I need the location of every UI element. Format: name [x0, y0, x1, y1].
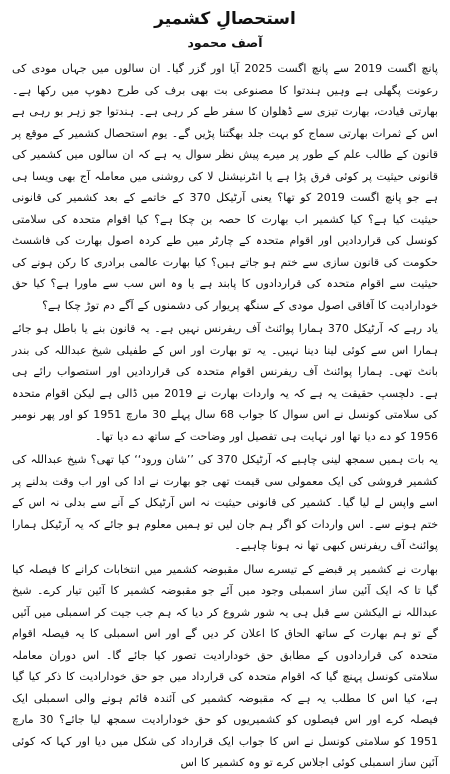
paragraph: یاد رہے کہ آرٹیکل 370 ہمارا پوائنٹ آف ریفرنس نہیں ہے۔ یہ قانون بنے یا باطل ہو جائے ہمارا اس سے کوئی لینا دینا نہیں۔ یہ تو بھارت اور اس کے طفیلی شیخ عبداللہ کی بندر بانٹ تھی۔ ہمارا پوائنٹ آف ریفرنس اقوام متحدہ کی قراردادیں اور استصواب رائے ہی ہے۔ دلچسپ حقیقت یہ ہے کہ یہ واردات بھارت نے 2019 میں ڈالی ہے لیکن اقوام متحدہ کی سلامتی کونسل نے اس سوال کا جواب 68 سال پہلے 30 مارچ 1951 کو اور پھر نومبر 1956 کو دے دیا تھا اور نہایت ہی تفصیل اور وضاحت کے ساتھ دے دیا تھا۔: [12, 322, 438, 443]
article-title: استحصالِ کشمیر: [154, 9, 296, 29]
paragraph: پانچ اگست 2019 سے پانچ اگست 2025 آیا اور گزر گیا۔ ان سالوں میں جہاں مودی کی رعونت پگھلی ہے وہیں ہندتوا کا مصنوعی بت بھی برف کی طرح دھوپ میں رکھا ہے۔ بھارتی قیادت، بھارت تیزی سے ڈھلوان کا سفر طے کر رہی ہے۔ ہندتوا جو زہر بو رہی ہے اس کے ثمرات بھارتی سماج کو بہت جلد بھگتنا پڑیں گے۔ یوم استحصال کشمیر کے موقع پر قانون کے طالب علم کے طور پر میرے پیش نظر سوال یہ ہے کہ ان سالوں میں کشمیر کی قانونی حیثیت پر کوئی فرق پڑا ہے یا انٹرنیشنل لا کی روشنی میں معاملہ آج بھی ویسا ہی ہے جو پانچ اگست 2019 کو تھا؟ یعنی آرٹیکل 370 کے خاتمے کے بعد کشمیر کی قانونی حیثیت کیا ہے؟ کیا کشمیر اب بھارت کا حصہ بن چکا ہے؟ کیا اقوام متحدہ کی سلامتی کونسل کی قراردادیں اور اقوام متحدہ کے چارٹر میں طے کردہ اصول بھارت کی فاشسٹ حکومت کی قانون سازی سے ختم ہو جاتے ہیں؟ کیا بھارت عالمی برادری کا رکن ہونے کی حیثیت سے اقوام متحدہ کی قراردادوں کا پابند ہے یا وہ اس سب سے ماورا ہے؟ کیا حق خودارادیت کا آفاقی اصول مودی کے سنگھ پریوار کی دشمنوں کے آگے دم توڑ چکا ہے؟: [12, 62, 438, 312]
paragraph: یہ بات ہمیں سمجھ لینی چاہیے کہ آرٹیکل 370 کی ’’شان ورود‘‘ کیا تھی؟ شیخ عبداللہ کی کشمیر فروشی کی ایک معمولی سی قیمت تھی جو بھارت نے ادا کی اور اب وقت بدلنے پر اسے واپس لے لیا گیا۔ کشمیر کی قانونی حیثیت نہ اس آرٹیکل کے آنے سے بدلی نہ اس کے ختم ہونے سے۔ اس واردات کو اگر ہم جان لیں تو ہمیں معلوم ہو جائے کہ یہ آرٹیکل ہمارا پوائنٹ آف ریفرنس کبھی تھا نہ ہونا چاہیے۔: [12, 453, 438, 552]
author-byline: آصف محمود: [187, 35, 263, 50]
article-body: [12, 58, 438, 774]
paragraph: بھارت نے کشمیر پر قبضے کے تیسرے سال مقبوضہ کشمیر میں انتخابات کرانے کا فیصلہ کیا گیا تا کہ ایک آئین ساز اسمبلی وجود میں آئے جو مقبوضہ کشمیر کا آئین تیار کرے۔ شیخ عبداللہ نے الیکشن سے قبل ہی یہ شور شروع کر دیا کہ ہم جب جیت کر اسمبلی میں آئیں گے تو ہم بھارت کے ساتھ الحاق کا اعلان کر دیں گے اور اس اسمبلی کا یہ فیصلہ اقوام متحدہ کی قراردادوں کے مطابق حق خودارادیت تصور کیا جائے گا۔ اس دوران معاملہ سلامتی کونسل پہنچ گیا کہ اقوام متحدہ کی قرارداد میں جو حق خودارادیت کا ذکر کیا گیا ہے، کیا اس کا مطلب یہ ہے کہ مقبوضہ کشمیر کی آئندہ قائم ہونے والی اسمبلی ایک فیصلہ کرے اور اس فیصلوں کو کشمیریوں کو حق خودارادیت سمجھ لیا جائے؟ 30 مارچ 1951 کو سلامتی کونسل نے اس کا جواب ایک قرارداد کی شکل میں دیا اور کہا کہ کوئی آئین ساز اسمبلی کوئی اجلاس کرے تو وہ کشمیر کا اس: [12, 562, 438, 769]
